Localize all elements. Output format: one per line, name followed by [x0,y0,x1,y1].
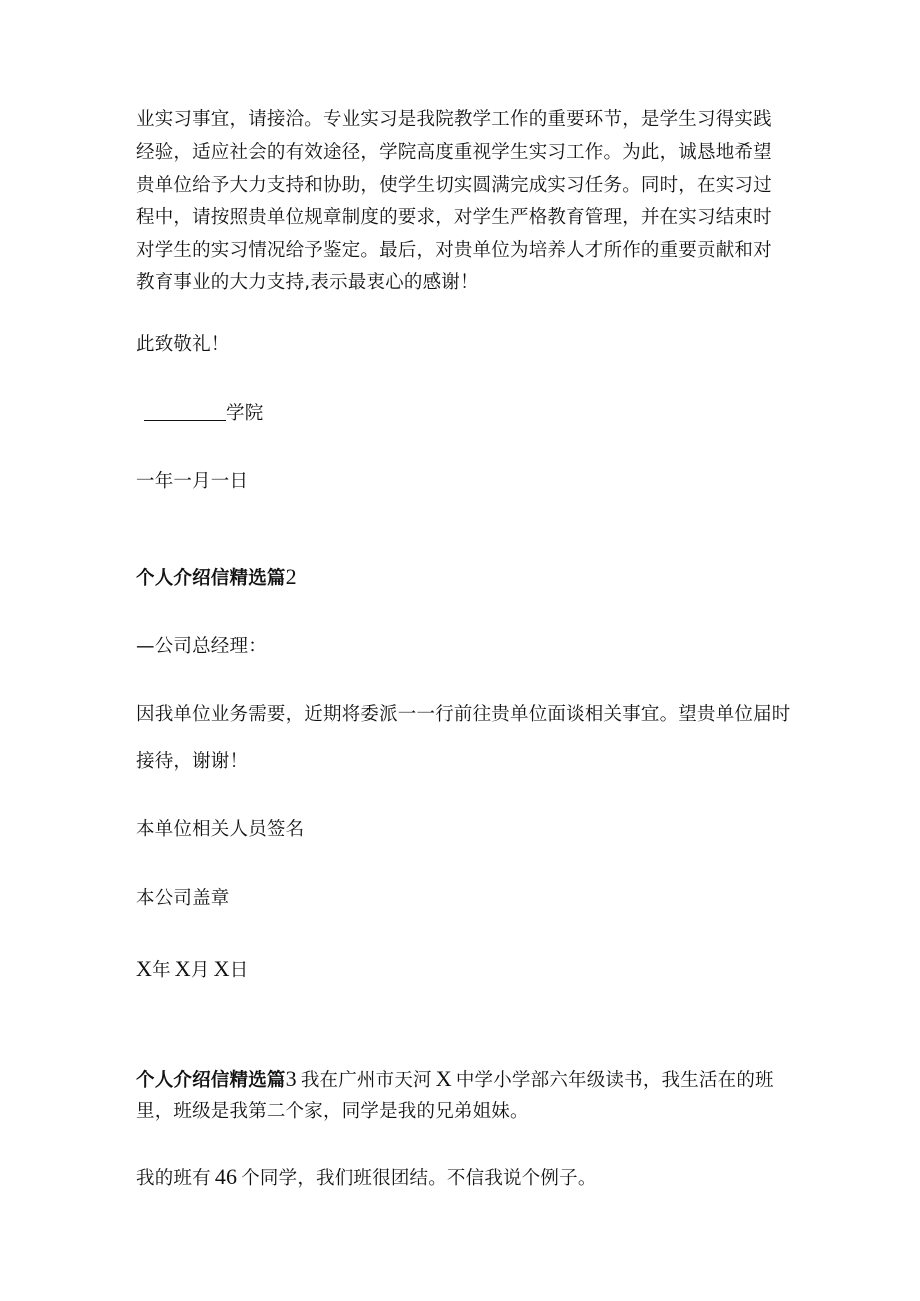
college-line [136,401,263,427]
heading-number: 2 [285,564,297,589]
section-heading [136,564,297,592]
paragraph-line [136,1164,597,1192]
date-x: X [174,956,191,981]
date-year-label: 年 [152,960,171,981]
text-segment: 中学小学部六年级读书，我生活在的班 [455,1070,774,1091]
paragraph-line: 接待，谢谢！ [136,751,249,772]
heading-text: 个人介绍信精选篇 [136,1070,286,1091]
date-x: X [213,956,230,981]
salutation-line: —公司总经理： [136,636,267,657]
date-month-label: 月 [190,960,210,981]
paragraph-line: 对学生的实习情况给予鉴定。最后，对贵单位为培养人才所作的重要贡献和对 [136,240,772,261]
paragraph-line: 因我单位业务需要，近期将委派一一行前往贵单位面谈相关事宜。望贵单位届时 [136,704,791,725]
text-segment: 个同学，我们班很团结。不信我说个例子。 [241,1168,597,1189]
date-line [136,956,248,984]
blank-underline [144,402,226,421]
paragraph-line: 程中，请按照贵单位规章制度的要求，对学生严格教育管理，并在实习结束时 [136,207,772,228]
section3-first-line [136,1066,774,1094]
paragraph-line: 贵单位给予大力支持和协助，使学生切实圆满完成实习任务。同时，在实习过 [136,175,772,196]
date-line: 一年一月一日 [136,471,249,492]
text-segment: 我在广州市天河 [300,1070,432,1091]
paragraph-line: 教育事业的大力支持,表示最衷心的感谢！ [136,272,479,293]
heading-text: 个人介绍信精选篇 [136,568,286,589]
signature-line: 本单位相关人员签名 [136,819,305,840]
text-segment: 我的班有 [136,1168,211,1189]
heading-number: 3 [285,1066,297,1091]
date-x: X [136,956,153,981]
college-label: 学院 [226,403,264,424]
paragraph-line: 业实习事宜，请接洽。专业实习是我院教学工作的重要环节，是学生习得实践 [136,109,772,130]
text-x: X [435,1066,452,1091]
closing-line: 此致敬礼！ [136,334,230,355]
paragraph-line: 经验，适应社会的有效途径，学院高度重视学生实习工作。为此，诚恳地希望 [136,142,772,163]
stamp-line: 本公司盖章 [136,888,230,909]
paragraph-line: 里，班级是我第二个家，同学是我的兄弟姐妹。 [136,1101,529,1122]
class-size-number: 46 [214,1164,238,1189]
date-day-label: 日 [229,960,249,981]
